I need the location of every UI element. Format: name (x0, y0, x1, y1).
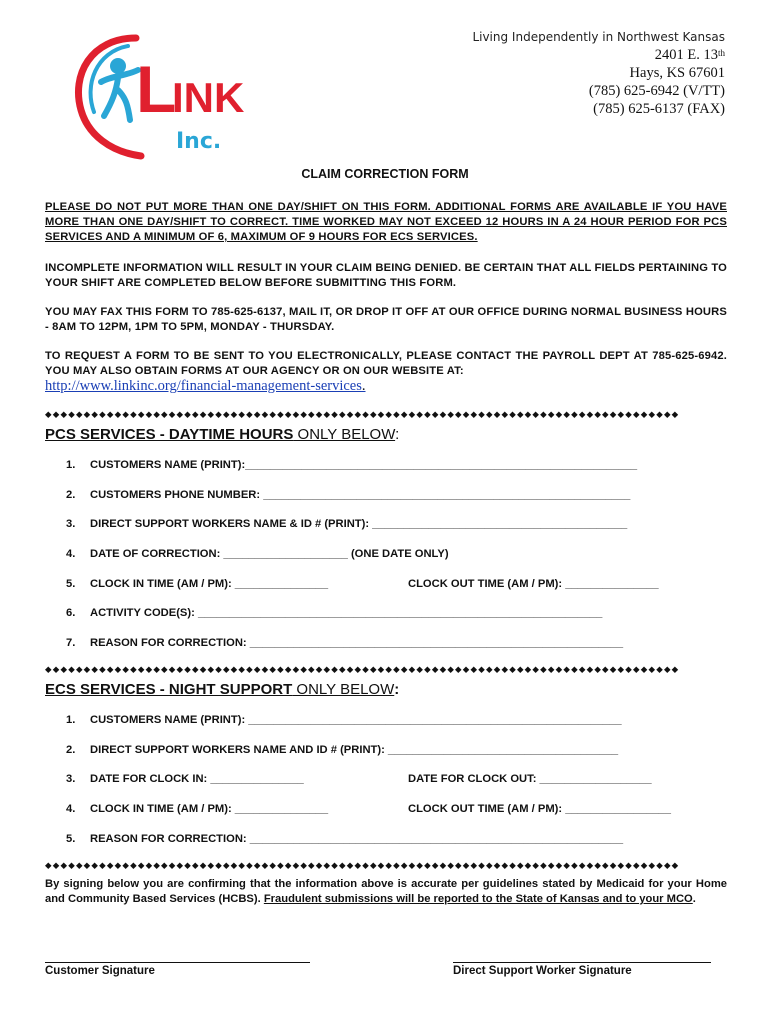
pcs-item-3[interactable] (66, 518, 627, 530)
ecs-item-2[interactable] (66, 744, 618, 756)
item-label: CUSTOMERS PHONE NUMBER: ___________________________________________________________ (90, 489, 631, 501)
fraud-warning: Fraudulent submissions will be reported to the State of Kansas and to your MCO (263, 893, 693, 905)
website-link[interactable]: http://www.linkinc.org/financial-management-services (45, 378, 362, 394)
item-number: 1. (66, 714, 76, 726)
divider-1: ◆◆◆◆◆◆◆◆◆◆◆◆◆◆◆◆◆◆◆◆◆◆◆◆◆◆◆◆◆◆◆◆◆◆◆◆◆◆◆◆◆◆◆◆◆◆◆◆◆◆◆◆◆◆◆◆◆◆◆◆◆◆◆◆◆◆◆◆◆◆◆◆◆◆◆◆◆◆◆◆◆◆ (45, 409, 680, 419)
pcs-title-main: PCS SERVICES - DAYTIME HOURS (45, 426, 294, 443)
ecs-item-5[interactable] (66, 833, 623, 845)
pcs-title-sub: ONLY BELOW (293, 426, 396, 443)
ecs-item-4[interactable] (66, 803, 328, 815)
item-label: REASON FOR CORRECTION: ____________________________________________________________ (90, 833, 624, 845)
item-number: 4. (66, 803, 76, 815)
attestation-period: . (692, 893, 696, 905)
item-number: 7. (66, 637, 76, 649)
item-label: REASON FOR CORRECTION: ____________________________________________________________ (90, 637, 624, 649)
ecs-title-main: ECS SERVICES - NIGHT SUPPORT (45, 681, 293, 698)
item-number: 3. (66, 773, 76, 785)
item-number: 2. (66, 489, 76, 501)
svg-text:INK: INK (172, 74, 245, 121)
item-label: CLOCK IN TIME (AM / PM): _______________ (90, 578, 329, 590)
city-state-zip: Hays, KS 67601 (629, 65, 725, 81)
instructions-paragraph-3: YOU MAY FAX THIS FORM TO 785-625-6137, MAIL IT, OR DROP IT OFF AT OUR OFFICE DURING NORMAL BUSINESS HOURS - 8AM TO 12PM, 1PM TO 5PM, MONDAY - THURSDAY. (45, 306, 727, 333)
worker-signature-line[interactable] (453, 962, 711, 963)
item-number: 1. (66, 459, 76, 471)
attestation-text: By signing below you are confirming that the information above is accurate per guidelines stated by Medicaid for your Home and Community Based Services (HCBS). (45, 878, 727, 905)
pcs-clock-out-field[interactable]: CLOCK OUT TIME (AM / PM): _______________ (408, 578, 659, 590)
pcs-item-2[interactable] (66, 489, 630, 501)
pcs-item-4[interactable] (66, 548, 449, 560)
item-number: 4. (66, 548, 76, 560)
pcs-section-title (45, 426, 399, 443)
instructions-paragraph-2: INCOMPLETE INFORMATION WILL RESULT IN YOUR CLAIM BEING DENIED. BE CERTAIN THAT ALL FIELDS PERTAINING TO YOUR SHIFT ARE COMPLETED BELOW BEFORE SUBMITTING THIS FORM. (45, 262, 727, 289)
pcs-item-1[interactable] (66, 459, 637, 471)
fax-number: (785) 625-6137 (FAX) (593, 101, 725, 117)
ecs-section-title (45, 681, 399, 698)
ecs-title-colon: : (394, 681, 400, 698)
item-number: 3. (66, 518, 76, 530)
customer-signature-line[interactable] (45, 962, 310, 963)
divider-2: ◆◆◆◆◆◆◆◆◆◆◆◆◆◆◆◆◆◆◆◆◆◆◆◆◆◆◆◆◆◆◆◆◆◆◆◆◆◆◆◆◆◆◆◆◆◆◆◆◆◆◆◆◆◆◆◆◆◆◆◆◆◆◆◆◆◆◆◆◆◆◆◆◆◆◆◆◆◆◆◆◆◆ (45, 664, 680, 674)
instructions-paragraph-4: TO REQUEST A FORM TO BE SENT TO YOU ELECTRONICALLY, PLEASE CONTACT THE PAYROLL DEPT AT 785-625-6942. YOU MAY ALSO OBTAIN FORMS AT OUR AGENCY OR ON OUR WEBSITE AT: (45, 350, 727, 377)
item-label: DATE OF CORRECTION: ____________________ (ONE DATE ONLY) (90, 548, 449, 560)
item-number: 2. (66, 744, 76, 756)
svg-text:Inc.: Inc. (176, 129, 222, 154)
link-period: . (361, 378, 366, 394)
ecs-title-sub: ONLY BELOW (292, 681, 395, 698)
svg-text:L: L (136, 52, 177, 126)
form-title: CLAIM CORRECTION FORM (301, 167, 469, 181)
customer-signature-label: Customer Signature (45, 965, 155, 977)
pcs-item-7[interactable] (66, 637, 623, 649)
item-label: CUSTOMERS NAME (PRINT): ____________________________________________________________ (90, 714, 622, 726)
ecs-date-clock-out-field[interactable]: DATE FOR CLOCK OUT: __________________ (408, 773, 652, 785)
worker-signature-label: Direct Support Worker Signature (453, 965, 632, 977)
link-inc-logo (66, 30, 266, 165)
street-address: 2401 E. 13th (654, 47, 725, 63)
item-label: DIRECT SUPPORT WORKERS NAME & ID # (PRINT): _________________________________________ (90, 518, 628, 530)
item-number: 6. (66, 607, 76, 619)
tagline: Living Independently in Northwest Kansas (472, 30, 725, 44)
divider-3: ◆◆◆◆◆◆◆◆◆◆◆◆◆◆◆◆◆◆◆◆◆◆◆◆◆◆◆◆◆◆◆◆◆◆◆◆◆◆◆◆◆◆◆◆◆◆◆◆◆◆◆◆◆◆◆◆◆◆◆◆◆◆◆◆◆◆◆◆◆◆◆◆◆◆◆◆◆◆◆◆◆◆ (45, 860, 680, 870)
ecs-item-1[interactable] (66, 714, 622, 726)
item-label: ACTIVITY CODE(S): _________________________________________________________________ (90, 607, 603, 619)
attestation-paragraph (45, 877, 727, 907)
pcs-item-5[interactable] (66, 578, 328, 590)
item-label: CLOCK IN TIME (AM / PM): _______________ (90, 803, 329, 815)
phone-number: (785) 625-6942 (V/TT) (588, 83, 725, 99)
pcs-title-colon: : (395, 426, 400, 443)
item-number: 5. (66, 833, 76, 845)
ecs-item-3[interactable] (66, 773, 304, 785)
item-label: CUSTOMERS NAME (PRINT):_______________________________________________________________ (90, 459, 638, 471)
instructions-paragraph-1: PLEASE DO NOT PUT MORE THAN ONE DAY/SHIFT ON THIS FORM. ADDITIONAL FORMS ARE AVAILABLE IF YOU HAVE MORE THAN ONE DAY/SHIFT TO CORRECT. TIME WORKED MAY NOT EXCEED 12 HOURS IN A 24 HOUR PERIOD FOR PCS SERVICES AND A MINIMUM OF 6, MAXIMUM OF 9 HOURS FOR ECS SERVICES. (45, 201, 727, 243)
website-link-line (45, 378, 366, 395)
item-number: 5. (66, 578, 76, 590)
pcs-item-6[interactable] (66, 607, 602, 619)
ecs-clock-out-field[interactable]: CLOCK OUT TIME (AM / PM): _________________ (408, 803, 671, 815)
item-label: DIRECT SUPPORT WORKERS NAME AND ID # (PRINT): _____________________________________ (90, 744, 619, 756)
address-block (589, 46, 725, 118)
item-label: DATE FOR CLOCK IN: _______________ (90, 773, 304, 785)
